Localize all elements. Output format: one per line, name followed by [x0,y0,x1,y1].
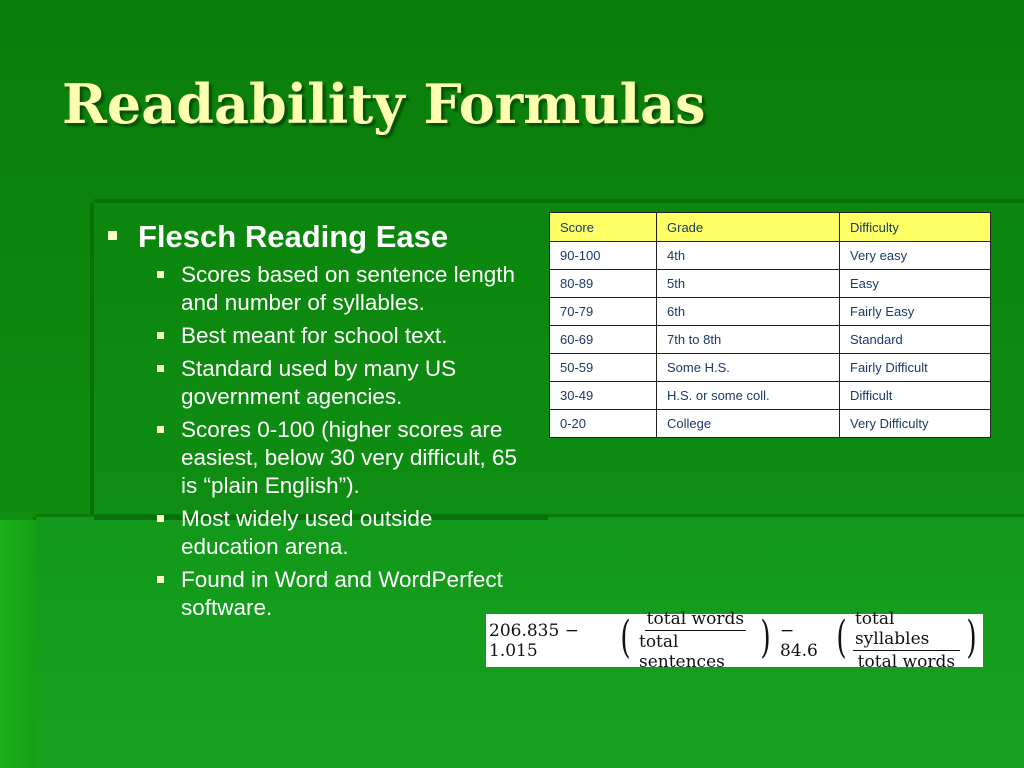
table-row [550,410,991,438]
sub-bullet [156,416,534,500]
bullet-heading [104,218,534,256]
fraction-numerator: total syllables [853,609,960,651]
table-cell: 50-59 [550,354,657,382]
right-paren: ) [760,611,771,663]
square-bullet-icon [157,515,164,522]
sub-bullet-text: Found in Word and WordPerfect software. [181,567,503,620]
square-bullet-icon [157,365,164,372]
background-strip [0,520,36,768]
table-header-row [550,213,991,242]
column-header-grade: Grade [657,213,840,242]
table-cell: Fairly Difficult [840,354,991,382]
table-cell: 6th [657,298,840,326]
fraction-numerator: total words [646,609,745,629]
table-row [550,354,991,382]
flesch-formula [486,609,983,672]
square-bullet-icon [157,426,164,433]
table-cell: 5th [657,270,840,298]
table-cell: Standard [840,326,991,354]
square-bullet-icon [157,576,164,583]
square-bullet-icon [157,332,164,339]
table-cell: 7th to 8th [657,326,840,354]
fraction-syllables-per-word [853,609,960,672]
table-cell: Very Difficulty [840,410,991,438]
table-cell: 80-89 [550,270,657,298]
table-cell: Very easy [840,242,991,270]
formula-constant: − 84.6 [779,620,818,661]
slide-title: Readability Formulas [62,72,706,136]
table-row [550,298,991,326]
column-header-difficulty: Difficulty [840,213,991,242]
table-row [550,382,991,410]
sub-bullet-text: Most widely used outside education arena. [181,506,433,559]
sub-bullet [156,505,534,561]
sub-bullet-text: Best meant for school text. [181,323,448,348]
sub-bullet-text: Scores 0-100 (higher scores are easiest, below 30 very difficult, 65 is “plain English”). [181,417,518,498]
table-cell: College [657,410,840,438]
table-row [550,270,991,298]
table-cell: Some H.S. [657,354,840,382]
fraction-words-per-sentence [637,609,754,672]
left-paren: ( [620,611,631,663]
square-bullet-icon [157,271,164,278]
column-header-score: Score [550,213,657,242]
sub-bullet [156,355,534,411]
square-bullet-icon [108,231,117,240]
score-table [549,212,991,438]
table-cell: 0-20 [550,410,657,438]
formula-constant: 206.835 − 1.015 [489,620,579,661]
table-cell: 90-100 [550,242,657,270]
bullet-heading-text: Flesch Reading Ease [138,219,449,254]
left-paren: ( [836,611,847,663]
table-cell: Fairly Easy [840,298,991,326]
table-cell: Difficult [840,382,991,410]
sub-bullet [156,566,534,622]
table-cell: 60-69 [550,326,657,354]
table-cell: Easy [840,270,991,298]
sub-bullet-text: Scores based on sentence length and number of syllables. [181,262,515,315]
right-paren: ) [966,611,977,663]
table-cell: 30-49 [550,382,657,410]
sub-bullet-list [104,261,534,622]
sub-bullet [156,322,534,350]
table-row [550,242,991,270]
table-cell: 4th [657,242,840,270]
table-cell: 70-79 [550,298,657,326]
table-row [550,326,991,354]
sub-bullet [156,261,534,317]
fraction-denominator: total words [857,652,956,672]
sub-bullet-text: Standard used by many US government agencies. [181,356,457,409]
table-cell: H.S. or some coll. [657,382,840,410]
bullet-list [104,218,534,622]
fraction-denominator: total sentences [638,632,725,672]
